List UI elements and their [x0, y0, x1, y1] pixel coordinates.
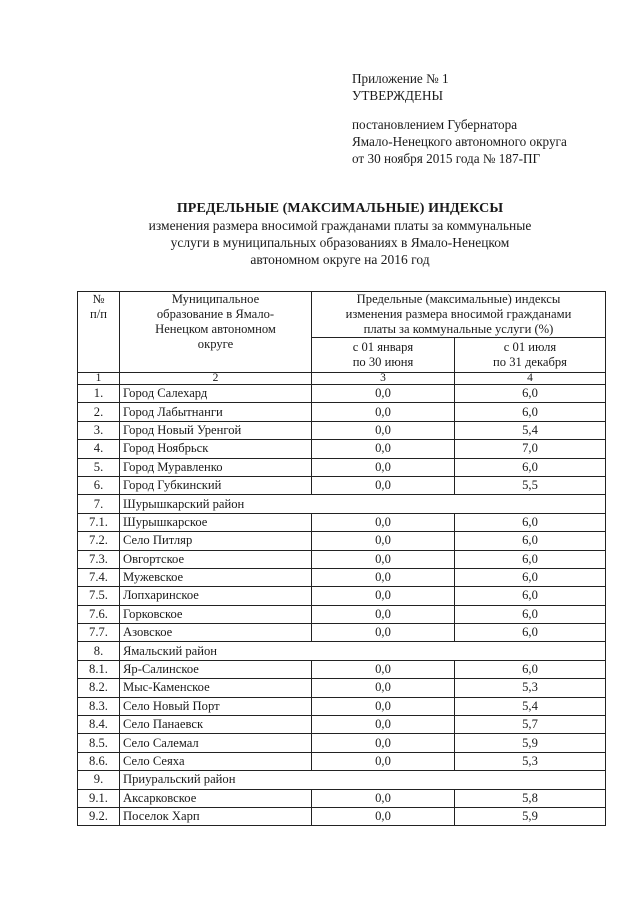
row-number: 8.4.	[78, 716, 120, 734]
decree-line-1: постановлением Губернатора	[352, 117, 518, 132]
index-second-half: 5,3	[455, 752, 606, 770]
index-first-half: 0,0	[312, 807, 455, 825]
table-row	[78, 513, 606, 531]
table-row	[78, 697, 606, 715]
index-second-half: 6,0	[455, 532, 606, 550]
municipality-name: Город Салехард	[120, 385, 312, 403]
municipality-name: Яр-Салинское	[120, 660, 312, 678]
table-row	[78, 624, 606, 642]
index-first-half: 0,0	[312, 476, 455, 494]
index-second-half: 6,0	[455, 587, 606, 605]
index-second-half: 5,9	[455, 807, 606, 825]
table-row	[78, 550, 606, 568]
table-row	[78, 605, 606, 623]
municipality-name: Город Лабытнанги	[120, 403, 312, 421]
municipality-name: Село Сеяха	[120, 752, 312, 770]
municipality-name: Лопхаринское	[120, 587, 312, 605]
municipality-name: Мужевское	[120, 568, 312, 586]
column-number-cell: 1	[78, 373, 120, 385]
index-second-half: 5,4	[455, 697, 606, 715]
table-row	[78, 679, 606, 697]
table-row	[78, 807, 606, 825]
row-number: 8.	[78, 642, 120, 660]
index-first-half: 0,0	[312, 660, 455, 678]
decree-line-3: от 30 ноября 2015 года № 187-ПГ	[352, 151, 541, 166]
index-second-half: 6,0	[455, 403, 606, 421]
municipality-name: Город Ноябрьск	[120, 440, 312, 458]
table-row	[78, 458, 606, 476]
index-first-half: 0,0	[312, 605, 455, 623]
header-period-1: с 01 января по 30 июня	[312, 338, 455, 373]
table-row	[78, 385, 606, 403]
row-number: 9.2.	[78, 807, 120, 825]
header-number: № п/п	[78, 292, 120, 373]
row-number: 8.3.	[78, 697, 120, 715]
row-number: 1.	[78, 385, 120, 403]
index-first-half: 0,0	[312, 789, 455, 807]
table-row	[78, 532, 606, 550]
table-row	[78, 495, 606, 513]
index-first-half: 0,0	[312, 421, 455, 439]
index-first-half: 0,0	[312, 587, 455, 605]
row-number: 5.	[78, 458, 120, 476]
table-row	[78, 440, 606, 458]
district-group-name: Приуральский район	[120, 771, 606, 789]
table-row	[78, 587, 606, 605]
row-number: 7.6.	[78, 605, 120, 623]
row-number: 7.	[78, 495, 120, 513]
municipality-name: Город Муравленко	[120, 458, 312, 476]
table-row	[78, 734, 606, 752]
municipality-name: Шурышкарское	[120, 513, 312, 531]
row-number: 7.3.	[78, 550, 120, 568]
index-first-half: 0,0	[312, 697, 455, 715]
indices-table	[77, 291, 606, 826]
row-number: 4.	[78, 440, 120, 458]
table-row	[78, 403, 606, 421]
row-number: 3.	[78, 421, 120, 439]
municipality-name: Город Новый Уренгой	[120, 421, 312, 439]
municipality-name: Село Новый Порт	[120, 697, 312, 715]
municipality-name: Село Панаевск	[120, 716, 312, 734]
index-second-half: 5,7	[455, 716, 606, 734]
index-first-half: 0,0	[312, 679, 455, 697]
index-second-half: 6,0	[455, 660, 606, 678]
municipality-name: Горковское	[120, 605, 312, 623]
municipality-name: Поселок Харп	[120, 807, 312, 825]
index-first-half: 0,0	[312, 624, 455, 642]
index-second-half: 6,0	[455, 624, 606, 642]
row-number: 6.	[78, 476, 120, 494]
index-first-half: 0,0	[312, 440, 455, 458]
column-numbers-row	[78, 373, 606, 385]
table-row	[78, 476, 606, 494]
title-line-4: автономном округе на 2016 год	[250, 252, 430, 267]
approval-block	[352, 70, 622, 167]
index-second-half: 5,3	[455, 679, 606, 697]
municipality-name: Село Питляр	[120, 532, 312, 550]
title-line-2: изменения размера вносимой гражданами платы за коммунальные	[148, 218, 532, 233]
index-second-half: 7,0	[455, 440, 606, 458]
row-number: 2.	[78, 403, 120, 421]
column-number-cell: 4	[455, 373, 606, 385]
row-number: 8.1.	[78, 660, 120, 678]
index-second-half: 6,0	[455, 458, 606, 476]
index-first-half: 0,0	[312, 568, 455, 586]
index-first-half: 0,0	[312, 403, 455, 421]
index-first-half: 0,0	[312, 385, 455, 403]
header-municipality: Муниципальное образование в Ямало- Ненецком автономном округе	[120, 292, 312, 373]
column-number-cell: 3	[312, 373, 455, 385]
row-number: 7.4.	[78, 568, 120, 586]
row-number: 9.	[78, 771, 120, 789]
table-row	[78, 421, 606, 439]
index-first-half: 0,0	[312, 716, 455, 734]
index-second-half: 5,9	[455, 734, 606, 752]
table-row	[78, 660, 606, 678]
district-group-name: Ямальский район	[120, 642, 606, 660]
municipality-name: Мыс-Каменское	[120, 679, 312, 697]
header-period-2: с 01 июля по 31 декабря	[455, 338, 606, 373]
row-number: 7.2.	[78, 532, 120, 550]
index-second-half: 5,5	[455, 476, 606, 494]
index-second-half: 6,0	[455, 550, 606, 568]
appendix-label: Приложение № 1	[352, 71, 449, 86]
municipality-name: Село Салемал	[120, 734, 312, 752]
title-main: ПРЕДЕЛЬНЫЕ (МАКСИМАЛЬНЫЕ) ИНДЕКСЫ	[176, 201, 504, 216]
title-line-3: услуги в муниципальных образованиях в Ямало-Ненецком	[170, 235, 510, 250]
row-number: 7.1.	[78, 513, 120, 531]
index-second-half: 5,8	[455, 789, 606, 807]
table-row	[78, 752, 606, 770]
row-number: 9.1.	[78, 789, 120, 807]
approved-label: УТВЕРЖДЕНЫ	[352, 88, 444, 103]
municipality-name: Город Губкинский	[120, 476, 312, 494]
header-indices: Предельные (максимальные) индексы изменения размера вносимой гражданами платы за коммунальные услуги (%)	[312, 292, 606, 338]
index-second-half: 6,0	[455, 513, 606, 531]
index-second-half: 5,4	[455, 421, 606, 439]
index-first-half: 0,0	[312, 532, 455, 550]
index-first-half: 0,0	[312, 734, 455, 752]
index-first-half: 0,0	[312, 752, 455, 770]
index-second-half: 6,0	[455, 605, 606, 623]
row-number: 7.7.	[78, 624, 120, 642]
table-row	[78, 771, 606, 789]
district-group-name: Шурышкарский район	[120, 495, 606, 513]
row-number: 8.5.	[78, 734, 120, 752]
table-row	[78, 789, 606, 807]
decree-line-2: Ямало-Ненецкого автономного округа	[352, 134, 567, 149]
index-second-half: 6,0	[455, 385, 606, 403]
index-first-half: 0,0	[312, 458, 455, 476]
municipality-name: Аксарковское	[120, 789, 312, 807]
table-body	[78, 385, 606, 826]
table-row	[78, 642, 606, 660]
row-number: 8.6.	[78, 752, 120, 770]
column-number-cell: 2	[120, 373, 312, 385]
index-first-half: 0,0	[312, 550, 455, 568]
index-second-half: 6,0	[455, 568, 606, 586]
municipality-name: Овгортское	[120, 550, 312, 568]
document-title	[100, 200, 580, 268]
municipality-name: Азовское	[120, 624, 312, 642]
index-first-half: 0,0	[312, 513, 455, 531]
table-row	[78, 716, 606, 734]
table-row	[78, 568, 606, 586]
row-number: 7.5.	[78, 587, 120, 605]
row-number: 8.2.	[78, 679, 120, 697]
